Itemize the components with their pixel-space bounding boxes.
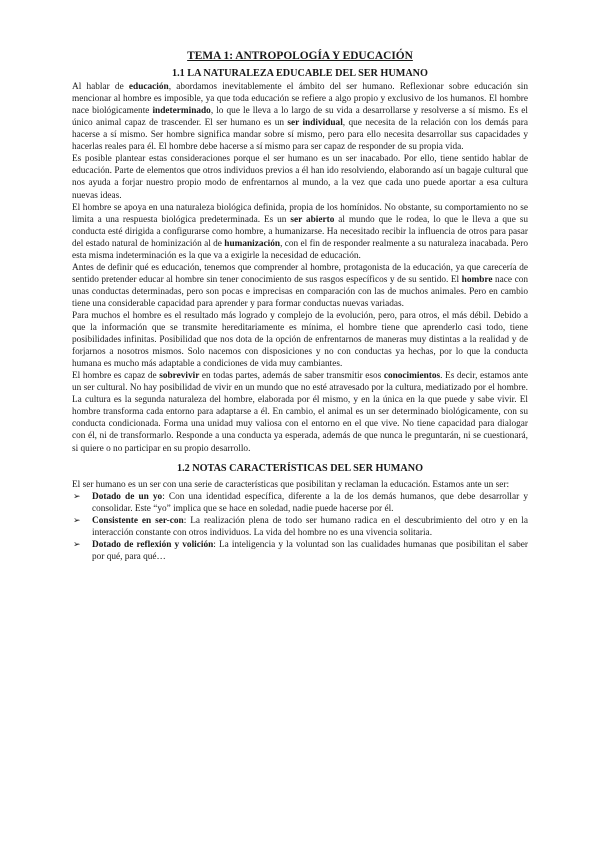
section-heading-1-1: 1.1 LA NATURALEZA EDUCABLE DEL SER HUMANO	[172, 68, 428, 80]
bold-term: humanización	[224, 238, 281, 249]
bold-term: indeterminado	[152, 106, 211, 117]
text-run: , que necesita de la relación con los demás para hacerse a sí mismo. Ser hombre significa mandar sobre sí mismo, pero para ello necesita desarrollar sus capacidades y hacerlas reales para él. El hombre debe hacerse a sí mismo para ser capaz de responder de su propia vida.	[72, 118, 528, 153]
list-item-text	[92, 492, 528, 514]
bold-term: ser individual	[287, 118, 343, 129]
characteristics-list	[72, 491, 528, 563]
bold-term: conocimientos	[383, 371, 441, 382]
list-item	[72, 515, 528, 539]
list-item-text	[92, 516, 528, 538]
bold-term: Consistente en ser-con	[92, 515, 184, 526]
text-run: Al hablar de	[72, 82, 129, 93]
bold-term: sobrevivir	[159, 371, 200, 382]
list-item-text	[92, 540, 528, 562]
document-title: TEMA 1: ANTROPOLOGÍA Y EDUCACIÓN	[187, 50, 413, 62]
list-item	[72, 491, 528, 515]
list-item	[72, 539, 528, 563]
right-arrowhead-icon: ➢	[73, 539, 81, 550]
right-arrowhead-icon: ➢	[73, 491, 81, 502]
section-1-2-body	[72, 479, 528, 563]
paragraph	[72, 262, 528, 310]
bold-term: Dotado de reflexión y volición	[92, 539, 214, 550]
text-run: en todas partes, además de saber transmitir esos	[199, 371, 384, 382]
text-run: . Es decir, estamos ante un ser cultural. No hay posibilidad de vivir en un mundo que no esté atravesado por la cultura, mediatizado por el hombre. La cultura es la segunda naturaleza del hombre, elaborada por él mismo, y en la única en la que puede y sabe vivir. El hombre transforma cada entorno para adaptarse a él. En cambio, el animal es un ser determinado biológicamente, con su conducta condicionada. Forma una unidad muy valiosa con el entorno en el que vive. No tiene capacidad para dialogar con él, ni de transformarlo. Responde a una conducta ya esperada, además de que nunca le preguntarán, ni se cuestionará, si quiere o no participar en su propio desarrollo.	[72, 371, 529, 454]
paragraph	[72, 370, 528, 454]
bold-term: hombre	[461, 274, 493, 285]
paragraph	[72, 310, 528, 370]
paragraph	[72, 81, 528, 153]
text-run: Para muchos el hombre es el resultado más logrado y complejo de la evolución, pero, para otros, el más débil. Debido a que la información que se transmite hereditariamente es mínima, el hombre tiene que aprenderlo casi todo, tiene posibilidades infinitas. Posibilidad que nos dota de la opción de enfrentarnos de maneras muy distintas a la realidad y de forjarnos a nosotros mismos. Solo nacemos con disposiciones y no con conductas ya hechas, por lo que la conducta humana es mucho más adaptable a condiciones de vida muy cambiantes.	[72, 310, 528, 370]
paragraph	[72, 202, 528, 262]
text-run: al mundo que le rodea, lo que le lleva a que su conducta esté dirigida a configurarse como hombre, a humanizarse. Ha necesitado recibir la influencia de otros para pasar del estado natural de hominización al de	[72, 214, 528, 249]
section-heading-1-2: 1.2 NOTAS CARACTERÍSTICAS DEL SER HUMANO	[176, 462, 424, 474]
text-run: , con el fin de responder realmente a su naturaleza inacabada. Pero esta misma indeterminación es la que va a exigirle la necesidad de educación.	[72, 238, 528, 261]
text-run: Antes de definir qué es educación, tenemos que comprender al hombre, protagonista de la educación, ya que carecería de sentido pretender educar al hombre sin tener conocimiento de sus rasgos específicos y de su sentido. El	[72, 262, 528, 285]
text-run: , lo que le lleva a lo largo de su vida a desarrollarse y resolverse a sí mismo. Es el único animal capaz de trascender. El ser humano es un	[72, 106, 528, 129]
section-intro: El ser humano es un ser con una serie de características que posibilitan y reclaman la educación. Estamos ante un ser:	[72, 479, 510, 490]
bold-term: educación	[128, 82, 169, 93]
text-run: Es posible plantear estas consideraciones porque el ser humano es un ser inacabado. Por ello, tiene sentido hablar de educación. Parte de elementos que otros individuos previos a él han ido resolviendo, elaborando así un bagaje cultural que nos ayuda a forjar nuestro propio modo de enfrentarnos al mundo, a la vez que cada uno puede aportar a esa cultura nuevas ideas.	[72, 154, 528, 201]
section-1-1-body	[72, 81, 528, 454]
text-run: El hombre se apoya en una naturaleza biológica definida, propia de los homínidos. No obstante, su comportamiento no se limita a una respuesta biológica predeterminada. Es un	[72, 202, 528, 225]
text-run: , abordamos inevitablemente el ámbito del ser humano. Reflexionar sobre educación sin mencionar al hombre es imposible, ya que toda educación se refiere a algo propio y exclusivo de los humanos. El hombre nace biológicamente	[72, 82, 528, 117]
text-run: nace con unas conductas determinadas, pero son pocas e imprecisas en comparación con las de muchos animales. Pero en cambio tiene una considerable capacidad para aprender y para formar conductas nuevas variadas.	[72, 274, 528, 309]
text-run: : Con una identidad específica, diferente a la de los demás humanos, que debe desarrollar y consolidar. Este “yo” implica que se hace en soledad, nadie puede hacerse por él.	[92, 491, 528, 514]
text-run: : La inteligencia y la voluntad son las cualidades humanas que posibilitan el saber por qué, para qué…	[92, 539, 528, 562]
bold-term: Dotado de un yo	[92, 491, 163, 502]
text-run: : La realización plena de todo ser humano radica en el descubrimiento del otro y en la interacción constante con otros individuos. La vida del hombre no es una vivencia solitaria.	[92, 515, 528, 538]
paragraph	[72, 153, 528, 201]
bold-term: ser abierto	[290, 214, 335, 225]
right-arrowhead-icon: ➢	[73, 515, 81, 526]
text-run: El hombre es capaz de	[72, 371, 160, 382]
